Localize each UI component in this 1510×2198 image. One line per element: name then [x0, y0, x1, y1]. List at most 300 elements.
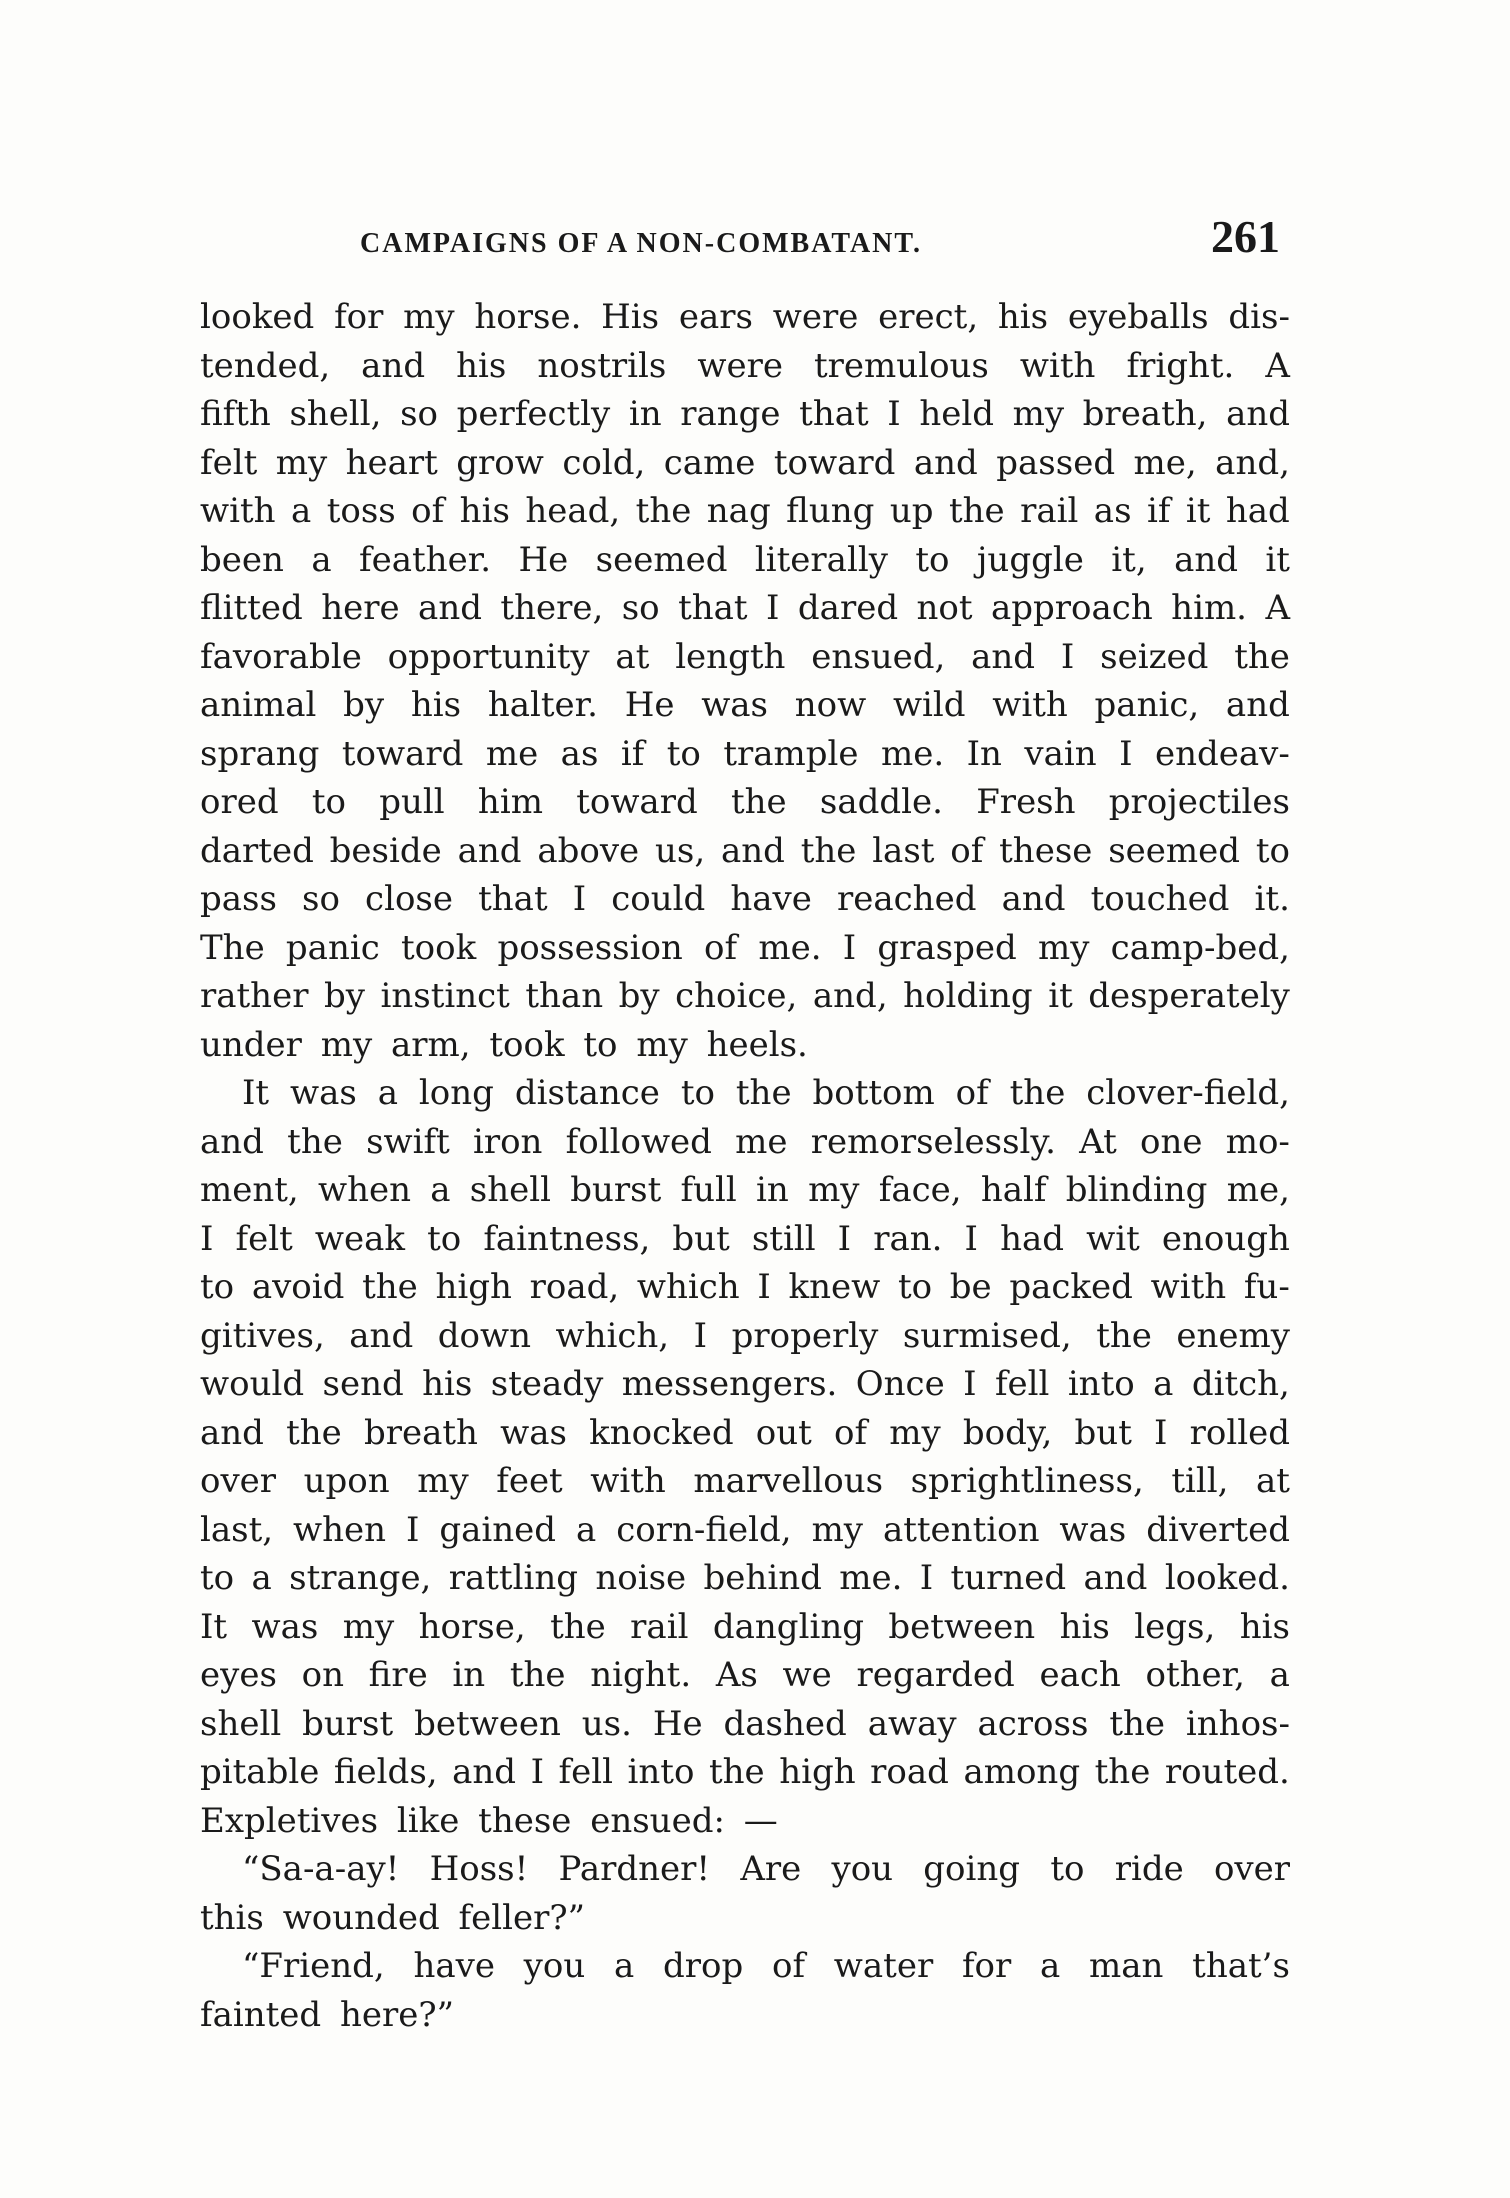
word: there, [500, 588, 604, 628]
word: his [1059, 1606, 1110, 1647]
word: ditch, [1191, 1364, 1290, 1404]
text-line [200, 1748, 1290, 1797]
word: I [1119, 733, 1133, 774]
word: a [1040, 1946, 1061, 1986]
word: was [701, 685, 769, 725]
word: bottom [812, 1073, 935, 1113]
word: “Friend, [242, 1946, 385, 1986]
word: one [1139, 1121, 1203, 1162]
word: to [915, 539, 950, 580]
word: night. [590, 1655, 692, 1695]
word: opportunity [387, 636, 590, 677]
word: body, [962, 1412, 1053, 1453]
word: rolled [1189, 1412, 1290, 1453]
word: swift [366, 1121, 450, 1162]
word: rattling [448, 1558, 578, 1598]
word: properly [731, 1315, 879, 1356]
word: these [999, 830, 1093, 871]
word: took [401, 927, 477, 968]
word: favorable [200, 636, 362, 677]
word: the [287, 1121, 343, 1162]
word: a [377, 1073, 399, 1113]
page-number: 261 [1211, 211, 1280, 262]
word: out [755, 1412, 812, 1453]
word: by [323, 976, 365, 1016]
word: me. [881, 733, 945, 774]
word: holding [903, 976, 1033, 1016]
word: full [680, 1170, 737, 1210]
word: his [422, 1364, 473, 1404]
text-line: Expletives like these ensued: — [200, 1800, 778, 1841]
word: and [349, 1315, 414, 1356]
word: eyes [200, 1655, 277, 1695]
text-line [200, 439, 1290, 488]
word: with [590, 1461, 666, 1501]
word: away [867, 1703, 957, 1744]
word: held [919, 394, 994, 434]
word: instinct [380, 976, 510, 1016]
word: was [251, 1606, 319, 1647]
word: enemy [1176, 1315, 1290, 1356]
word: his [1239, 1606, 1290, 1647]
word: clover-field, [1086, 1073, 1290, 1113]
word: you [523, 1946, 586, 1986]
word: close [365, 879, 454, 919]
word: dared [797, 588, 899, 628]
word: and [971, 636, 1036, 677]
word: seized [1100, 636, 1209, 677]
word: rather [200, 976, 309, 1016]
word: as [1093, 491, 1132, 531]
word: us. [581, 1703, 632, 1744]
word: have [730, 879, 812, 919]
word: till, [1171, 1461, 1229, 1501]
word: each [1039, 1655, 1121, 1695]
word: it. [1254, 879, 1290, 919]
word: fell [558, 1752, 613, 1792]
word: and [1174, 539, 1238, 580]
word: me, [1133, 442, 1197, 483]
word: my [808, 1170, 860, 1210]
word: dis- [1228, 297, 1290, 337]
word: at [1255, 1461, 1290, 1501]
text-line [200, 536, 1290, 585]
word: of [704, 927, 738, 968]
word: ran. [873, 1218, 943, 1259]
word: weak [314, 1218, 405, 1259]
word: legs, [1134, 1606, 1216, 1647]
word: fire [368, 1655, 428, 1695]
word: the [286, 1412, 342, 1453]
word: and, [1215, 442, 1290, 483]
word: I [572, 879, 587, 919]
word: pull [379, 782, 445, 822]
word: that’s [1192, 1946, 1290, 1986]
word: “Sa-a-ay! [242, 1849, 400, 1889]
word: my [275, 442, 328, 483]
word: knocked [589, 1412, 734, 1453]
word: and [1225, 685, 1290, 725]
word: touched [1090, 879, 1230, 919]
word: turned [950, 1558, 1067, 1598]
word: last, [200, 1509, 274, 1550]
word: the [1109, 1703, 1165, 1744]
word: have [413, 1946, 495, 1986]
text-line: under my arm, took to my heels. [200, 1024, 808, 1065]
word: I [963, 1364, 977, 1404]
word: burst [570, 1170, 662, 1210]
word: marvellous [693, 1461, 884, 1501]
word: juggle [976, 539, 1084, 580]
word: messengers. [621, 1364, 838, 1404]
word: I [693, 1315, 708, 1356]
word: heart [345, 442, 438, 483]
word: toward [341, 733, 464, 774]
word: He [624, 685, 675, 725]
word: to [200, 1558, 235, 1598]
word: us, [654, 830, 706, 871]
text-line [200, 1603, 1290, 1652]
word: the [550, 1606, 606, 1647]
word: and [452, 1752, 517, 1792]
word: a [613, 1946, 635, 1986]
word: the [730, 782, 787, 822]
word: by [618, 976, 660, 1016]
word: panic [285, 927, 380, 968]
word: but [672, 1218, 730, 1259]
word: high [435, 1267, 512, 1307]
text-line [200, 1215, 1290, 1264]
word: came [663, 442, 756, 483]
word: Once [855, 1364, 945, 1404]
word: feet [496, 1461, 563, 1501]
word: a [1153, 1364, 1174, 1404]
word: over [1213, 1849, 1290, 1889]
word: strange, [289, 1558, 432, 1598]
word: It [200, 1606, 228, 1647]
word: at [615, 636, 650, 677]
word: on [301, 1655, 344, 1695]
word: faintness, [483, 1218, 651, 1259]
word: ensued, [811, 636, 946, 677]
word: to [1255, 830, 1290, 871]
word: He [518, 539, 569, 580]
text-line [200, 1457, 1290, 1506]
word: to [666, 733, 701, 774]
word: fell [994, 1364, 1050, 1404]
word: His [601, 297, 660, 337]
text-line [200, 633, 1290, 682]
word: ride [1114, 1849, 1184, 1889]
word: range [680, 394, 781, 434]
text-line [200, 1942, 1290, 1991]
word: gitives, [200, 1315, 325, 1356]
word: I [919, 1558, 934, 1598]
word: upon [303, 1461, 390, 1501]
word: perfectly [456, 394, 611, 434]
word: behind [703, 1558, 822, 1598]
word: camp-bed, [1110, 927, 1290, 968]
word: The [200, 927, 265, 968]
word: me. [839, 1558, 903, 1598]
word: It [242, 1073, 270, 1113]
text-line [200, 1409, 1290, 1458]
word: saddle. [819, 782, 943, 822]
word: up [889, 491, 934, 531]
word: animal [200, 685, 317, 725]
word: In [966, 733, 1002, 774]
word: feather. [359, 539, 492, 580]
word: could [611, 879, 706, 919]
word: a [1269, 1655, 1290, 1695]
text-line [200, 875, 1290, 924]
word: toward [576, 782, 698, 822]
word: which, [555, 1315, 670, 1356]
word: Are [740, 1849, 802, 1889]
word: I [757, 1267, 771, 1307]
text-line [200, 1845, 1290, 1894]
word: blinding [1065, 1170, 1208, 1210]
word: attention [882, 1509, 1040, 1550]
word: my [1012, 394, 1065, 434]
word: toward [773, 442, 896, 483]
word: half [980, 1170, 1047, 1210]
word: I [530, 1752, 545, 1792]
word: to [427, 1218, 462, 1259]
word: above [537, 830, 640, 871]
text-line [200, 293, 1290, 342]
word: the [1009, 1073, 1066, 1113]
text-line [200, 1263, 1290, 1312]
word: and [418, 588, 482, 628]
word: a [251, 1558, 272, 1598]
text-line: fainted here?” [200, 1994, 454, 2035]
word: with [200, 491, 276, 531]
word: ored [200, 782, 279, 822]
word: him [477, 782, 543, 822]
word: pitable [200, 1752, 320, 1792]
word: horse. [474, 297, 582, 337]
text-line [200, 681, 1290, 730]
word: my [342, 1606, 395, 1647]
running-title: CAMPAIGNS OF A NON-COMBATANT. [360, 228, 922, 259]
word: cold, [562, 442, 646, 483]
word: panic, [1094, 685, 1200, 725]
word: to [1050, 1849, 1085, 1889]
word: with [1150, 1267, 1227, 1307]
word: by [343, 685, 385, 725]
word: and [200, 1121, 264, 1162]
word: to [897, 1267, 933, 1307]
word: beside [329, 830, 442, 871]
text-line [200, 390, 1290, 439]
word: nostrils [537, 345, 667, 386]
word: with [1019, 345, 1096, 386]
word: remorselessly. [810, 1121, 1056, 1162]
word: down [437, 1315, 531, 1356]
word: erect, [878, 297, 979, 337]
text-line [200, 730, 1290, 779]
text-line [200, 827, 1290, 876]
word: was [1059, 1509, 1127, 1550]
word: gained [439, 1509, 557, 1550]
word: with [992, 685, 1068, 725]
word: grasped [877, 927, 1017, 968]
word: would [200, 1364, 305, 1404]
word: him. [1171, 588, 1247, 628]
word: water [833, 1946, 934, 1986]
word: I [766, 588, 780, 628]
text-line [200, 1069, 1290, 1118]
word: we [782, 1655, 832, 1695]
word: the [362, 1267, 418, 1307]
word: to [680, 1073, 715, 1113]
word: reached [836, 879, 977, 919]
word: rail [1020, 491, 1079, 531]
word: and, [812, 976, 888, 1016]
word: Hoss! [429, 1849, 529, 1889]
word: As [715, 1655, 758, 1695]
word: grow [456, 442, 544, 483]
word: sprang [200, 733, 320, 774]
word: the [1096, 1315, 1152, 1356]
word: now [794, 685, 867, 725]
word: packed [1009, 1267, 1133, 1307]
text-line [200, 1166, 1290, 1215]
word: me [735, 1121, 788, 1162]
word: flung [786, 491, 875, 531]
word: me [485, 733, 539, 774]
word: last [872, 830, 935, 871]
word: than [525, 976, 604, 1016]
word: ment, [200, 1170, 299, 1210]
word: as [560, 733, 599, 774]
word: that [799, 394, 869, 434]
word: I [200, 1218, 214, 1259]
word: A [1265, 345, 1290, 386]
word: felt [200, 442, 258, 483]
word: fields, [333, 1752, 438, 1792]
word: Pardner! [558, 1849, 711, 1889]
word: among [963, 1752, 1081, 1792]
word: that [478, 879, 548, 919]
word: He [652, 1703, 703, 1744]
word: his [997, 297, 1049, 337]
word: rail [630, 1606, 689, 1647]
word: vain [1024, 733, 1097, 774]
word: into [1067, 1364, 1135, 1404]
word: to [200, 1267, 235, 1307]
text-line [200, 1651, 1290, 1700]
word: been [200, 539, 284, 580]
word: his [410, 685, 462, 725]
word: passed [996, 442, 1116, 483]
word: nag [706, 491, 771, 531]
word: At [1079, 1121, 1117, 1162]
word: it [1048, 976, 1073, 1016]
word: seemed [1108, 830, 1241, 871]
word: avoid [251, 1267, 345, 1307]
word: halter. [487, 685, 598, 725]
word: flitted [200, 588, 303, 628]
word: the [948, 491, 1005, 531]
word: in [452, 1655, 486, 1695]
text-line [200, 1360, 1290, 1409]
word: that [678, 588, 748, 628]
word: not [916, 588, 973, 628]
word: dashed [723, 1703, 847, 1744]
word: of [411, 491, 445, 531]
word: road, [529, 1267, 620, 1307]
word: endeav- [1155, 733, 1290, 774]
word: noise [595, 1558, 687, 1598]
body-text [200, 293, 1290, 2039]
word: it, [1111, 539, 1147, 580]
word: my [417, 1461, 469, 1501]
word: possession [497, 927, 683, 968]
text-line [200, 1554, 1290, 1603]
word: shell, [289, 394, 382, 434]
word: breath, [1082, 394, 1208, 434]
word: for [334, 297, 384, 337]
word: enough [1161, 1218, 1290, 1259]
word: in [628, 394, 662, 434]
word: the [800, 830, 857, 871]
word: routed. [1164, 1752, 1290, 1792]
word: seemed [595, 539, 728, 580]
word: between [414, 1703, 561, 1744]
word: high [779, 1752, 856, 1792]
word: if [1146, 491, 1171, 531]
word: of [834, 1412, 868, 1453]
word: Fresh [976, 782, 1076, 822]
word: between [888, 1606, 1036, 1647]
word: here [321, 588, 400, 628]
word: to [311, 782, 346, 822]
word: the [509, 1655, 566, 1695]
word: so [302, 879, 340, 919]
word: A [1265, 588, 1290, 628]
word: drop [663, 1946, 744, 1986]
word: me. [758, 927, 822, 968]
word: length [675, 636, 786, 677]
word: of [772, 1946, 806, 1986]
word: tremulous [814, 345, 989, 386]
word: I [837, 1218, 852, 1259]
word: I [964, 1218, 978, 1259]
word: my [1037, 927, 1090, 968]
word: were [772, 297, 859, 337]
word: distance [514, 1073, 660, 1113]
word: fright. [1126, 345, 1235, 386]
word: darted [200, 830, 314, 871]
word: desperately [1088, 976, 1290, 1016]
word: of [955, 1073, 989, 1113]
word: and [1226, 394, 1290, 434]
word: so [400, 394, 438, 434]
word: road [870, 1752, 949, 1792]
word: in [756, 1170, 789, 1210]
word: tended, [200, 345, 331, 386]
word: a [311, 539, 332, 580]
word: when [293, 1509, 387, 1550]
word: corn-field, [616, 1509, 792, 1550]
word: sprightliness, [910, 1461, 1144, 1501]
word: dangling [712, 1606, 864, 1647]
word: send [322, 1364, 404, 1404]
word: trample [723, 733, 859, 774]
word: I [887, 394, 901, 434]
